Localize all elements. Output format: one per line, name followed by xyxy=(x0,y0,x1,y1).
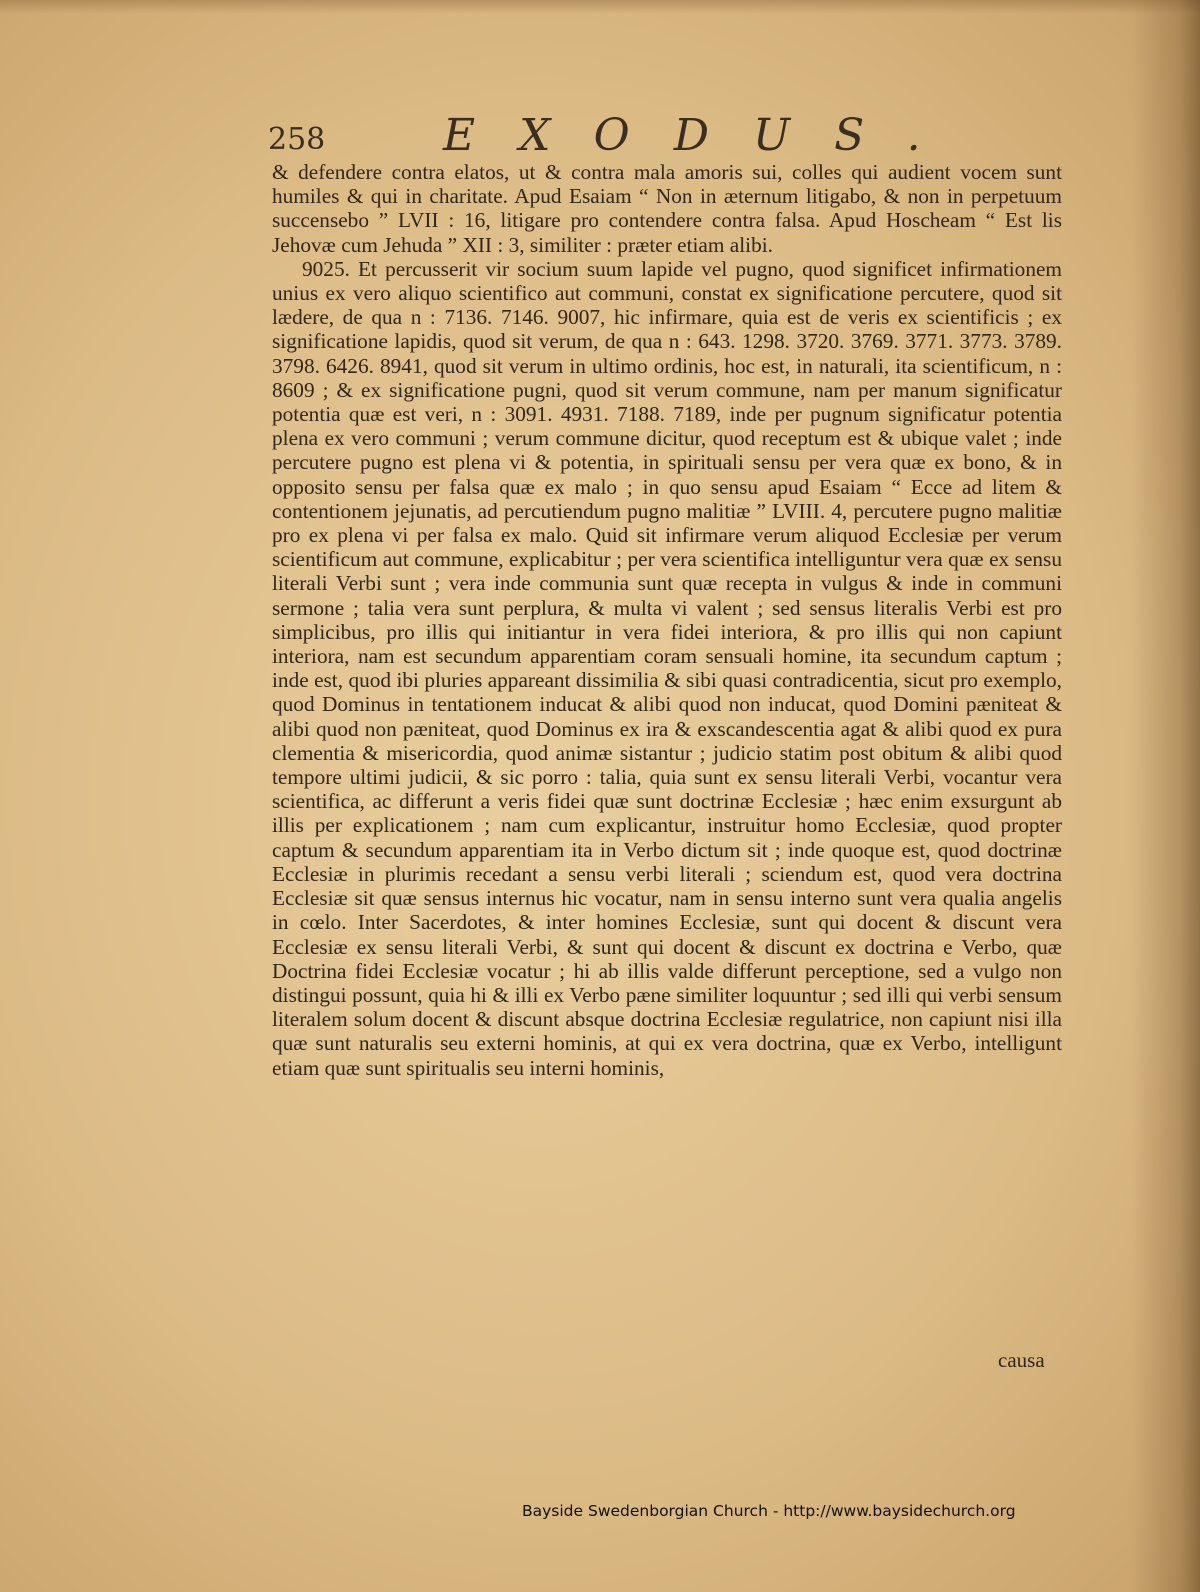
paragraph-continuation: & defendere contra elatos, ut & contra mala amoris sui, colles qui audient vocem sunt humiles & qui in charitate. Apud Esaiam “ Non in æternum litigabo, & non in perpetuum succensebo ” LVII : 16, litigare pro contendere contra falsa. Apud Hoscheam “ Est lis Jehovæ cum Jehuda ” XII : 3, similiter : præter etiam alibi. xyxy=(272,160,1062,257)
running-head xyxy=(268,110,1058,160)
page-top-edge xyxy=(0,0,1200,14)
book-title: EXODUS. xyxy=(443,110,965,161)
page-number: 258 xyxy=(268,122,326,157)
footer-watermark: Bayside Swedenborgian Church - http://www.baysidechurch.org xyxy=(522,1502,1016,1520)
body-text xyxy=(272,160,1062,1080)
page-gutter-shadow xyxy=(1130,0,1200,1592)
paragraph-9025: 9025. Et percusserit vir socium suum lapide vel pugno, quod significet infirmationem unius ex vero aliquo scientifico aut communi, constat ex significatione percutere, quod sit lædere, de qua n : 7136. 7146. 9007, hic infirmare, quia est de veris ex scientificis ; ex significatione lapidis, quod sit verum, de qua n : 643. 1298. 3720. 3769. 3771. 3773. 3789. 3798. 6426. 8941, quod sit verum in ultimo ordinis, hoc est, in naturali, ita scientificum, n : 8609 ; & ex significatione pugni, quod sit verum commune, nam per manum significatur potentia quæ est veri, n : 3091. 4931. 7188. 7189, inde per pugnum significatur potentia plena ex vero communi ; verum commune dicitur, quod receptum est & ubique valet ; inde percutere pugno est plena vi & potentia, in spirituali sensu per vera quæ ex bono, & in opposito sensu per falsa quæ ex malo ; in quo sensu apud Esaiam “ Ecce ad litem & contentionem jejunatis, ad percutiendum pugno malitiæ ” LVIII. 4, percutere pugno malitiæ pro ex plena vi per falsa ex malo. Quid sit infirmare verum aliquod Ecclesiæ per verum scientificum aut commune, explicabitur ; per vera scientifica intelliguntur vera quæ ex sensu literali Verbi sunt ; vera inde communia sunt quæ recepta in vulgus & inde in communi sermone ; talia vera sunt perplura, & multa vi valent ; sed sensus literalis Verbi est pro simplicibus, pro illis qui initiantur in vera fidei interiora, & pro illis qui non capiunt interiora, nam est secundum apparentiam coram sensuali homine, ita secundum captum ; inde est, quod ibi pluries appareant dissimilia & sibi quasi contradicentia, sicut pro exemplo, quod Dominus in tentationem inducat & alibi quod non inducat, quod Domini pæniteat & alibi quod non pæniteat, quod Dominus ex ira & exscandescentia agat & alibi quod ex pura clementia & misericordia, quod animæ sistantur ; judicio statim post obitum & alibi quod tempore ultimi judicii, & sic porro : talia, quia sunt ex sensu literali Verbi, vocantur vera scientifica, ac differunt a veris fidei quæ sunt doctrinæ Ecclesiæ ; hæc enim exsurgunt ab illis per explicationem ; nam cum explicantur, instruitur homo Ecclesiæ, quod propter captum & secundum apparentiam ita in Verbo dictum sit ; inde quoque est, quod doctrinæ Ecclesiæ in plurimis recedant a sensu verbi literali ; sciendum est, quod vera doctrina Ecclesiæ sit quæ sensus internus hic vocatur, nam in sensu interno sunt vera qualia angelis in cœlo. Inter Sacerdotes, & inter homines Ecclesiæ, sunt qui docent & discunt vera Ecclesiæ ex sensu literali Verbi, & sunt qui docent & discunt ex doctrina e Verbo, quæ Doctrina fidei Ecclesiæ vocatur ; hi ab illis valde differunt perceptione, sed a vulgo non distingui possunt, quia hi & illi ex Verbo pæne similiter loquuntur ; sed illi qui verbi sensum literalem solum docent & discunt absque doctrina Ecclesiæ regulatrice, non capiunt nisi illa quæ sunt naturalis seu externi hominis, at qui ex vera doctrina, quæ ex Verbo, intelligunt etiam quæ sunt spiritualis seu interni hominis, xyxy=(272,256,1062,1080)
catchword: causa xyxy=(998,1348,1045,1372)
